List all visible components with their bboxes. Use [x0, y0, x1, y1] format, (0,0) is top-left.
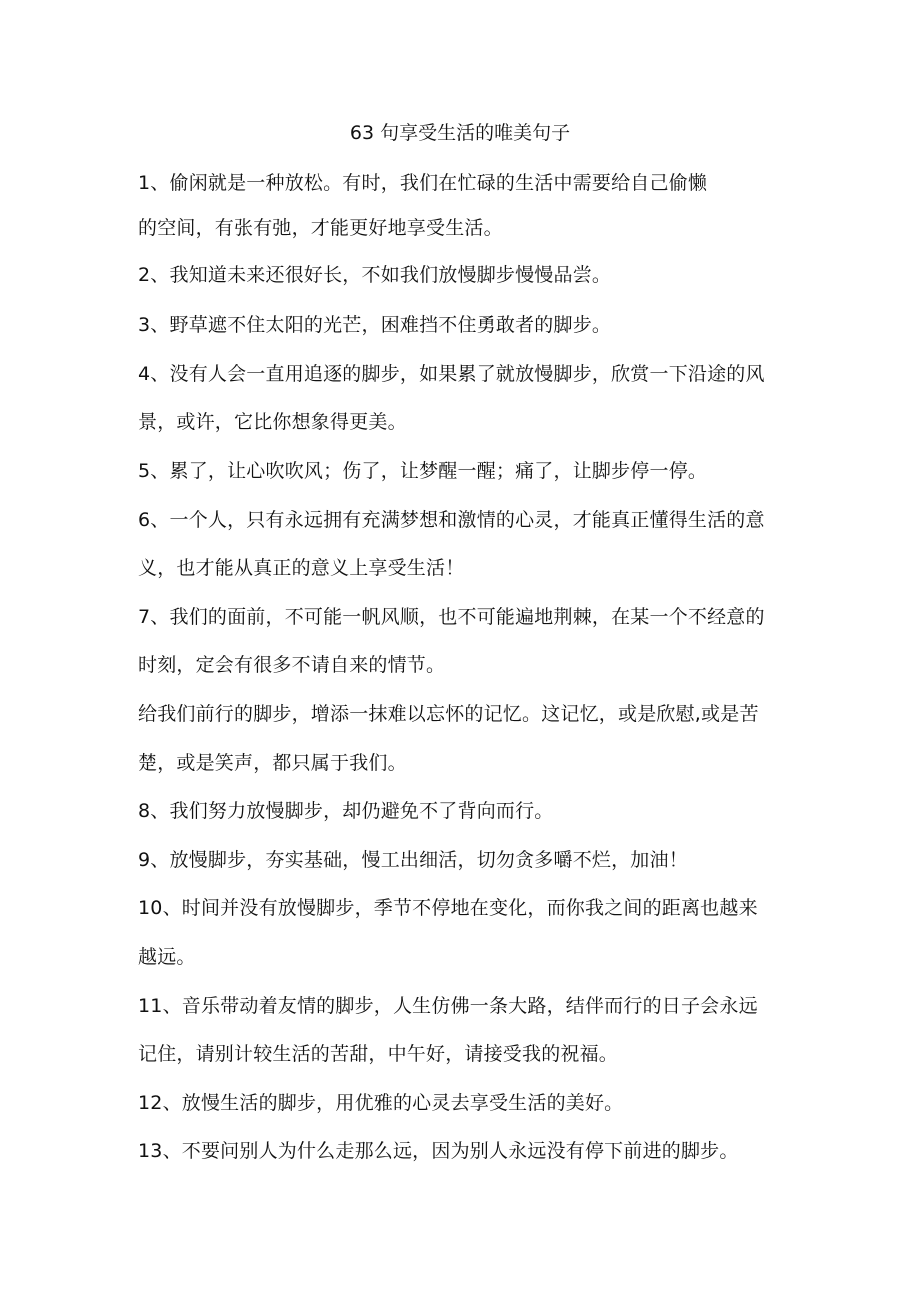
- document-title: 63 句享受生活的唯美句子: [349, 122, 571, 144]
- text-line-5: 4、没有人会一直用追逐的脚步，如果累了就放慢脚步，欣赏一下沿途的风: [138, 363, 765, 385]
- text-line-19: 记住，请别计较生活的苦甜，中午好，请接受我的祝福。: [138, 1043, 619, 1065]
- text-line-16: 10、时间并没有放慢脚步，季节不停地在变化，而你我之间的距离也越来: [138, 897, 758, 919]
- text-line-2: 的空间，有张有弛，才能更好地享受生活。: [138, 217, 503, 239]
- text-line-21: 13、不要问别人为什么走那么远，因为别人永远没有停下前进的脚步。: [138, 1140, 739, 1162]
- text-line-15: 9、放慢脚步，夯实基础，慢工出细活，切勿贪多嚼不烂，加油！: [138, 849, 688, 871]
- text-line-18: 11、音乐带动着友情的脚步，人生仿佛一条大路，结伴而行的日子会永远: [138, 995, 758, 1017]
- text-line-4: 3、野草遮不住太阳的光芒，困难挡不住勇敢者的脚步。: [138, 314, 612, 336]
- text-line-8: 6、一个人，只有永远拥有充满梦想和激情的心灵，才能真正懂得生活的意: [138, 509, 765, 531]
- text-line-17: 越远。: [138, 946, 196, 968]
- text-line-1: 1、偷闲就是一种放松。有时，我们在忙碌的生活中需要给自己偷懒: [138, 172, 708, 194]
- text-line-3: 2、我知道未来还很好长，不如我们放慢脚步慢慢品尝。: [138, 264, 612, 286]
- text-line-10: 7、我们的面前，不可能一帆风顺，也不可能遍地荆棘，在某一个不经意的: [138, 606, 765, 628]
- text-line-13: 楚，或是笑声，都只属于我们。: [138, 752, 407, 774]
- text-line-14: 8、我们努力放慢脚步，却仍避免不了背向而行。: [138, 800, 554, 822]
- text-line-9: 义，也才能从真正的意义上享受生活！: [138, 557, 465, 579]
- text-line-20: 12、放慢生活的脚步，用优雅的心灵去享受生活的美好。: [138, 1092, 624, 1114]
- text-line-12: 给我们前行的脚步，增添一抹难以忘怀的记忆。这记忆，或是欣慰,或是苦: [138, 703, 759, 725]
- text-line-11: 时刻，定会有很多不请自来的情节。: [138, 654, 446, 676]
- text-line-6: 景，或许，它比你想象得更美。: [138, 411, 407, 433]
- text-line-7: 5、累了，让心吹吹风；伤了，让梦醒一醒；痛了，让脚步停一停。: [138, 460, 708, 482]
